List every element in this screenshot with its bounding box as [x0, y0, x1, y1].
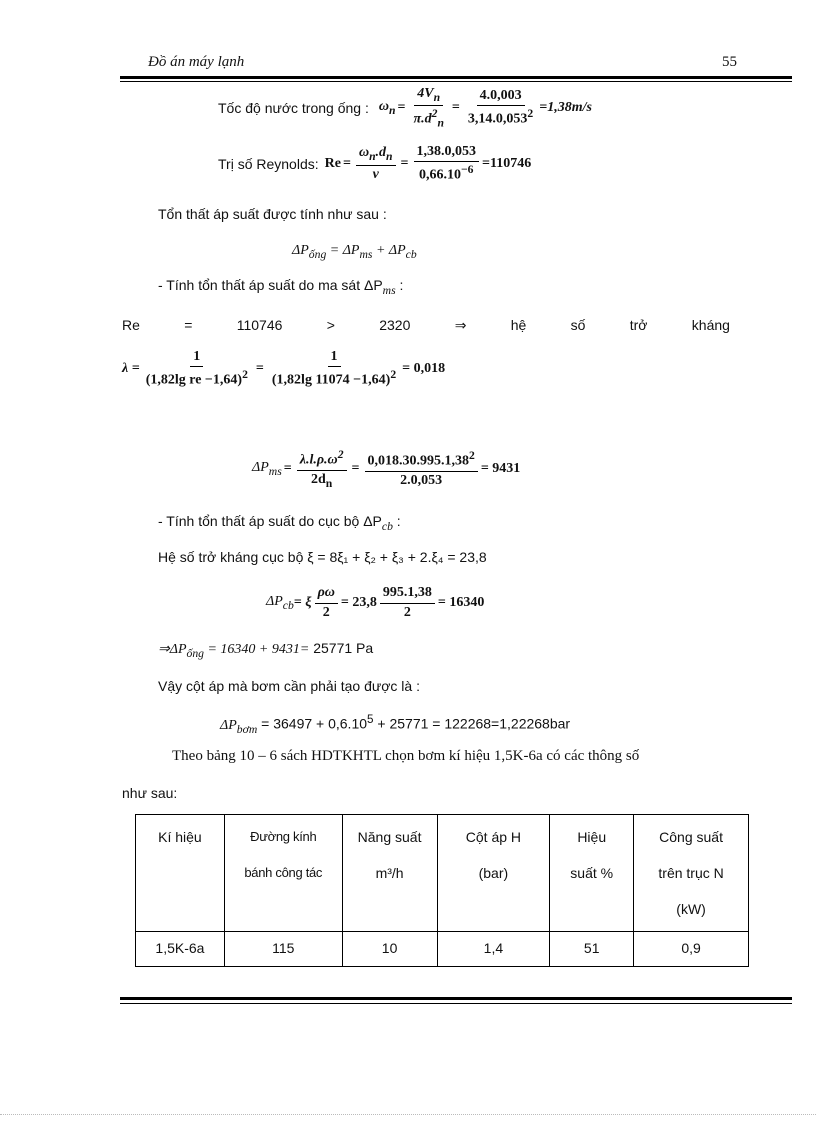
superscript: 2 — [390, 368, 397, 382]
superscript: 2 — [337, 448, 344, 462]
subscript: ms — [382, 283, 396, 297]
subscript: n — [386, 150, 393, 164]
lambda-result: = 0,018 — [402, 361, 446, 376]
subscript: cb — [405, 247, 417, 261]
numerator: ρω — [315, 585, 338, 603]
heading-tail: : — [392, 513, 401, 529]
eq-part: + ΔP — [372, 243, 406, 258]
fraction-4v-over-pid2 — [410, 86, 446, 130]
table-row — [136, 932, 749, 967]
delta-p-symbol: ΔP — [266, 594, 283, 610]
reynolds-equation: Trị số Reynolds: Re = $\frac{\omega_n.d_n}{\nu}$ = $\frac{1,38.0,053}{0,66.10^{-6}}$ =110746 — [218, 144, 532, 183]
subscript: cb — [381, 519, 393, 533]
numerator: 4.0,003 — [477, 88, 525, 106]
pump-head-intro: Vậy cột áp mà bơm cần phải tạo được là : — [158, 678, 420, 694]
fraction-lambda-numeric — [269, 349, 399, 389]
xi-symbol: = ξ — [293, 595, 312, 610]
numerator: λ.l.ρ.ω — [299, 452, 338, 468]
reynolds-comparison-line — [122, 317, 730, 334]
numerator: 4V — [417, 85, 434, 101]
local-loss-heading — [158, 513, 401, 533]
denominator: 0,66.10 — [419, 167, 462, 183]
total-pipe-loss-equation — [158, 640, 373, 660]
subscript: cb — [282, 598, 294, 612]
header-line: (kW) — [676, 901, 706, 917]
denominator: 2 — [403, 604, 411, 620]
line-word: Re — [122, 317, 140, 333]
pressure-loss-sum-equation — [292, 243, 417, 261]
superscript: 5 — [367, 713, 374, 726]
header-line: suất % — [570, 865, 614, 881]
document-header-title: Đồ án máy lạnh — [148, 54, 245, 70]
water-velocity-label: Tốc độ nước trong ống : — [218, 100, 369, 116]
water-velocity-equation: Tốc độ nước trong ống : $\omega_n$ = $\frac{4V_n}{\pi.d^2_n}$ = $\frac{4.0,003}{3,14.0,053^2}$ =1,38m/s — [218, 85, 592, 130]
line-word: 110746 — [236, 317, 283, 333]
header-rule — [120, 76, 792, 79]
cell-symbol: 1,5K-6a — [136, 932, 225, 967]
subscript: ống — [308, 247, 327, 261]
fraction-ms-general — [297, 448, 347, 490]
cell-shaft-power: 0,9 — [634, 932, 749, 967]
subscript: bơm — [236, 722, 258, 736]
line-word: trở — [629, 317, 648, 333]
footer-rule — [120, 997, 792, 1000]
table-header-row — [136, 815, 749, 932]
header-rule-thin — [120, 81, 792, 82]
header-line: Đường kính — [250, 829, 317, 844]
local-pressure-loss-equation — [266, 578, 484, 628]
denominator: (1,82lg re −1,64) — [145, 372, 243, 388]
line-word: 2320 — [379, 317, 411, 333]
local-loss-result: = 16340 — [437, 595, 485, 610]
denominator: ν — [372, 166, 379, 182]
page-edge-dotted-line — [0, 1114, 816, 1115]
cell-efficiency: 51 — [550, 932, 634, 967]
fraction-wd-over-nu — [356, 145, 396, 182]
heading-text: - Tính tổn thất áp suất do cục bộ ΔP — [158, 513, 382, 529]
cell-capacity: 10 — [342, 932, 437, 967]
subscript: ống — [186, 646, 204, 660]
numerator: 995.1,38 — [380, 585, 435, 603]
numerator: 1,38.0,053 — [414, 144, 480, 162]
re-symbol: Re — [324, 156, 341, 171]
reynolds-result: =110746 — [482, 156, 532, 171]
velocity-result: =1,38m/s — [539, 100, 592, 115]
header-shaft-power — [634, 815, 749, 932]
denominator: 2.0,053 — [400, 472, 443, 488]
superscript: −6 — [461, 163, 474, 177]
line-word: = — [184, 317, 193, 333]
pump-head-equation — [220, 713, 570, 735]
pump-head-result: + 25771 = 122268=1,22268bar — [373, 715, 571, 732]
subscript: n — [325, 476, 333, 490]
subscript: n — [388, 103, 396, 117]
subscript: n — [369, 150, 376, 164]
cell-head: 1,4 — [437, 932, 550, 967]
header-capacity — [342, 815, 437, 932]
denominator: π.d — [413, 111, 432, 127]
eq-part: ⇒ΔP — [158, 642, 187, 657]
fraction-cb-general — [315, 585, 338, 620]
subscript: ms — [268, 464, 282, 478]
header-line: (bar) — [478, 865, 509, 881]
pressure-loss-intro: Tổn thất áp suất được tính như sau : — [158, 206, 387, 222]
line-word: số — [570, 317, 586, 333]
denominator: 2 — [322, 604, 330, 620]
superscript: 2 — [242, 368, 248, 382]
subscript: ms — [359, 247, 373, 261]
header-line: trên trục N — [658, 865, 724, 881]
denominator: (1,82lg 11074 −1,64) — [271, 372, 391, 388]
total-loss-result: 25771 Pa — [309, 640, 374, 656]
line-word: ⇒ — [454, 317, 467, 333]
eq-part: ΔP — [292, 243, 309, 258]
friction-loss-result: = 9431 — [480, 461, 521, 476]
header-line: m³/h — [375, 865, 404, 881]
eq-part: = 36497 + 0,6.10 — [257, 715, 368, 732]
pump-selection-text-continued: như sau: — [122, 785, 178, 801]
header-line: Công suất — [659, 829, 723, 845]
header-efficiency — [550, 815, 634, 932]
pump-spec-table — [135, 814, 749, 967]
footer-rule-thin — [120, 1003, 792, 1004]
friction-pressure-loss-equation: $\Delta P_{ms}$ = $\frac{\lambda.l.\rho.\omega^2}{2d_n}$ = $\frac{0,018.30.995.1,38^2}{2.0,053}$ = 9431 — [252, 448, 521, 490]
subscript: n — [433, 90, 441, 104]
header-line: Cột áp H — [465, 829, 522, 845]
subscript: n — [437, 116, 444, 130]
header-line: Kí hiệu — [158, 829, 202, 845]
eq-part: = 16340 + 9431= — [203, 642, 310, 657]
header-line: bánh công tác — [244, 865, 323, 880]
line-word: hệ — [510, 317, 527, 333]
header-symbol — [136, 815, 225, 932]
fraction-cb-numeric — [380, 585, 435, 620]
cell-impeller-diameter: 115 — [224, 932, 342, 967]
header-line: Năng suất — [357, 829, 422, 845]
pump-selection-text: Theo bảng 10 – 6 sách HDTKHTL chọn bơm kí hiệu 1,5K-6a có các thông số — [172, 748, 640, 764]
denominator: 2d — [310, 471, 326, 487]
eq-part: = ΔP — [326, 243, 360, 258]
friction-factor-equation: λ = $\frac{1}{(1,82\lg re -1,64)^2}$ = $\frac{1}{(1,82\lg 11074 -1,64)^2}$ = 0,018 — [122, 349, 446, 388]
eq-part: ΔP — [220, 717, 237, 733]
local-resistance-coefficient: Hệ số trở kháng cục bộ ξ = 8ξ₁ + ξ₂ + ξ₃ + 2.ξ₄ = 23,8 — [158, 549, 487, 565]
delta-p-symbol: ΔP — [252, 460, 269, 476]
heading-tail: : — [395, 277, 404, 293]
fraction-numeric — [414, 144, 480, 184]
fraction-ms-numeric — [365, 449, 478, 489]
coefficient-value: = 23,8 — [340, 595, 377, 610]
omega-symbol: ω — [378, 99, 389, 115]
fraction-lambda-general — [143, 349, 251, 389]
page-number: 55 — [722, 54, 737, 70]
header-head — [437, 815, 550, 932]
numerator: 1 — [328, 349, 341, 367]
lambda-symbol: λ = — [122, 361, 140, 376]
heading-text: - Tính tổn thất áp suất do ma sát ΔP — [158, 277, 383, 293]
numerator: ω — [358, 145, 370, 161]
superscript: 2 — [527, 107, 534, 121]
numerator: 1 — [190, 349, 203, 367]
reynolds-label: Trị số Reynolds: — [218, 156, 319, 172]
numerator: 0,018.30.995.1,38 — [367, 453, 469, 469]
line-word: > — [326, 317, 335, 333]
fraction-numeric — [465, 88, 536, 128]
denominator: 3,14.0,053 — [467, 111, 528, 127]
header-impeller-diameter — [224, 815, 342, 932]
header-line: Hiệu — [577, 829, 607, 845]
friction-loss-heading — [158, 277, 403, 297]
numerator-part: .d — [375, 145, 387, 161]
line-word: kháng — [691, 317, 730, 333]
superscript: 2 — [431, 107, 438, 121]
superscript: 2 — [469, 449, 475, 463]
